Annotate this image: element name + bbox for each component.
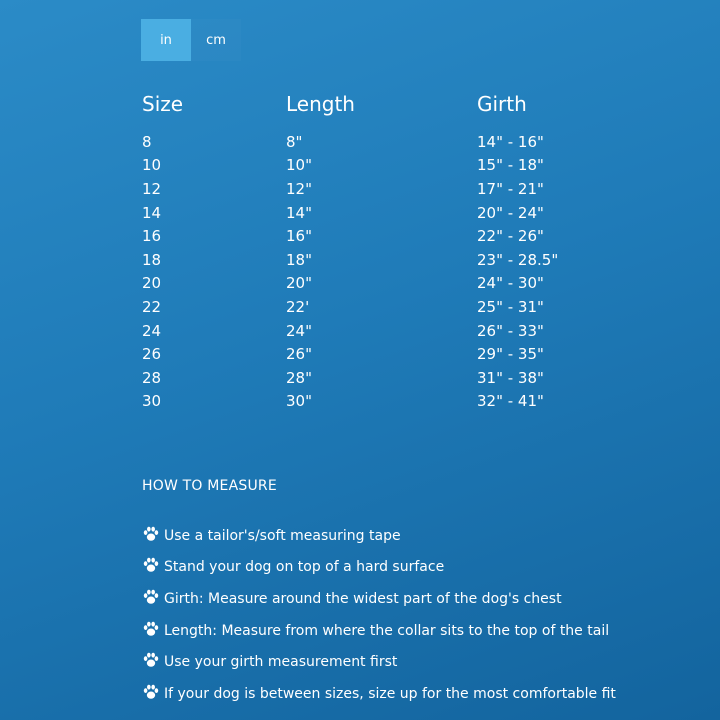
cell-length: 8" — [286, 132, 303, 151]
measure-tip-text: Stand your dog on top of a hard surface — [164, 559, 445, 576]
cell-size: 8 — [142, 132, 152, 151]
cell-size: 22 — [142, 297, 162, 316]
cell-size: 16 — [142, 227, 162, 246]
measure-tip-text: If your dog is between sizes, size up for the most comfortable fit — [164, 685, 616, 702]
cell-girth: 31" - 38" — [477, 368, 544, 387]
cell-size: 18 — [142, 250, 162, 269]
cell-length: 30" — [286, 392, 312, 411]
table-header — [142, 88, 627, 120]
table-row — [142, 154, 627, 178]
header-girth: Girth — [477, 92, 527, 116]
table-row — [142, 272, 627, 296]
cell-girth: 24" - 30" — [477, 274, 544, 293]
paw-icon — [142, 525, 160, 543]
cell-girth: 29" - 35" — [477, 345, 544, 364]
measure-tip — [142, 552, 616, 584]
cell-length: 26" — [286, 345, 312, 364]
cell-girth: 17" - 21" — [477, 179, 544, 198]
measure-tip-text: Use a tailor's/soft measuring tape — [164, 527, 401, 544]
cell-length: 22' — [286, 297, 310, 316]
cell-length: 20" — [286, 274, 312, 293]
table-row — [142, 295, 627, 319]
cell-girth: 26" - 33" — [477, 321, 544, 340]
paw-icon — [142, 588, 160, 606]
cell-girth: 32" - 41" — [477, 392, 544, 411]
measure-tip-text: Length: Measure from where the collar sits to the top of the tail — [164, 622, 610, 639]
measure-tip — [142, 646, 616, 678]
measure-tip-text: Girth: Measure around the widest part of the dog's chest — [164, 590, 562, 607]
header-length: Length — [286, 92, 355, 116]
unit-inches-button[interactable]: in — [141, 19, 191, 61]
table-row — [142, 177, 627, 201]
measure-tip — [142, 520, 616, 552]
how-to-measure-title: HOW TO MEASURE — [142, 478, 277, 494]
table-row — [142, 319, 627, 343]
measure-tip — [142, 678, 616, 710]
measure-tip — [142, 583, 616, 615]
table-row — [142, 248, 627, 272]
unit-cm-button[interactable]: cm — [206, 32, 226, 48]
paw-icon — [142, 620, 160, 638]
cell-size: 28 — [142, 368, 162, 387]
cell-size: 10 — [142, 156, 162, 175]
cell-length: 10" — [286, 156, 312, 175]
cell-girth: 15" - 18" — [477, 156, 544, 175]
measure-tip — [142, 615, 616, 647]
cell-girth: 25" - 31" — [477, 297, 544, 316]
size-chart-table — [142, 88, 627, 413]
cell-size: 20 — [142, 274, 162, 293]
paw-icon — [142, 683, 160, 701]
cell-size: 24 — [142, 321, 162, 340]
cell-length: 12" — [286, 179, 312, 198]
cell-size: 30 — [142, 392, 162, 411]
table-row — [142, 342, 627, 366]
table-row — [142, 366, 627, 390]
tips-list — [142, 520, 616, 710]
table-row — [142, 201, 627, 225]
measure-tip-text: Use your girth measurement first — [164, 654, 398, 671]
header-size: Size — [142, 92, 184, 116]
cell-size: 12 — [142, 179, 162, 198]
cell-girth: 14" - 16" — [477, 132, 544, 151]
cell-length: 24" — [286, 321, 312, 340]
paw-icon — [142, 651, 160, 669]
cell-size: 14 — [142, 203, 162, 222]
unit-toggle — [141, 19, 241, 61]
cell-length: 16" — [286, 227, 312, 246]
table-row — [142, 130, 627, 154]
table-row — [142, 390, 627, 414]
cell-size: 26 — [142, 345, 162, 364]
cell-girth: 23" - 28.5" — [477, 250, 559, 269]
how-to-measure-section — [142, 476, 616, 710]
cell-girth: 22" - 26" — [477, 227, 544, 246]
cell-length: 28" — [286, 368, 312, 387]
table-body — [142, 130, 627, 413]
cell-length: 14" — [286, 203, 312, 222]
paw-icon — [142, 556, 160, 574]
table-row — [142, 224, 627, 248]
cell-length: 18" — [286, 250, 312, 269]
cell-girth: 20" - 24" — [477, 203, 544, 222]
